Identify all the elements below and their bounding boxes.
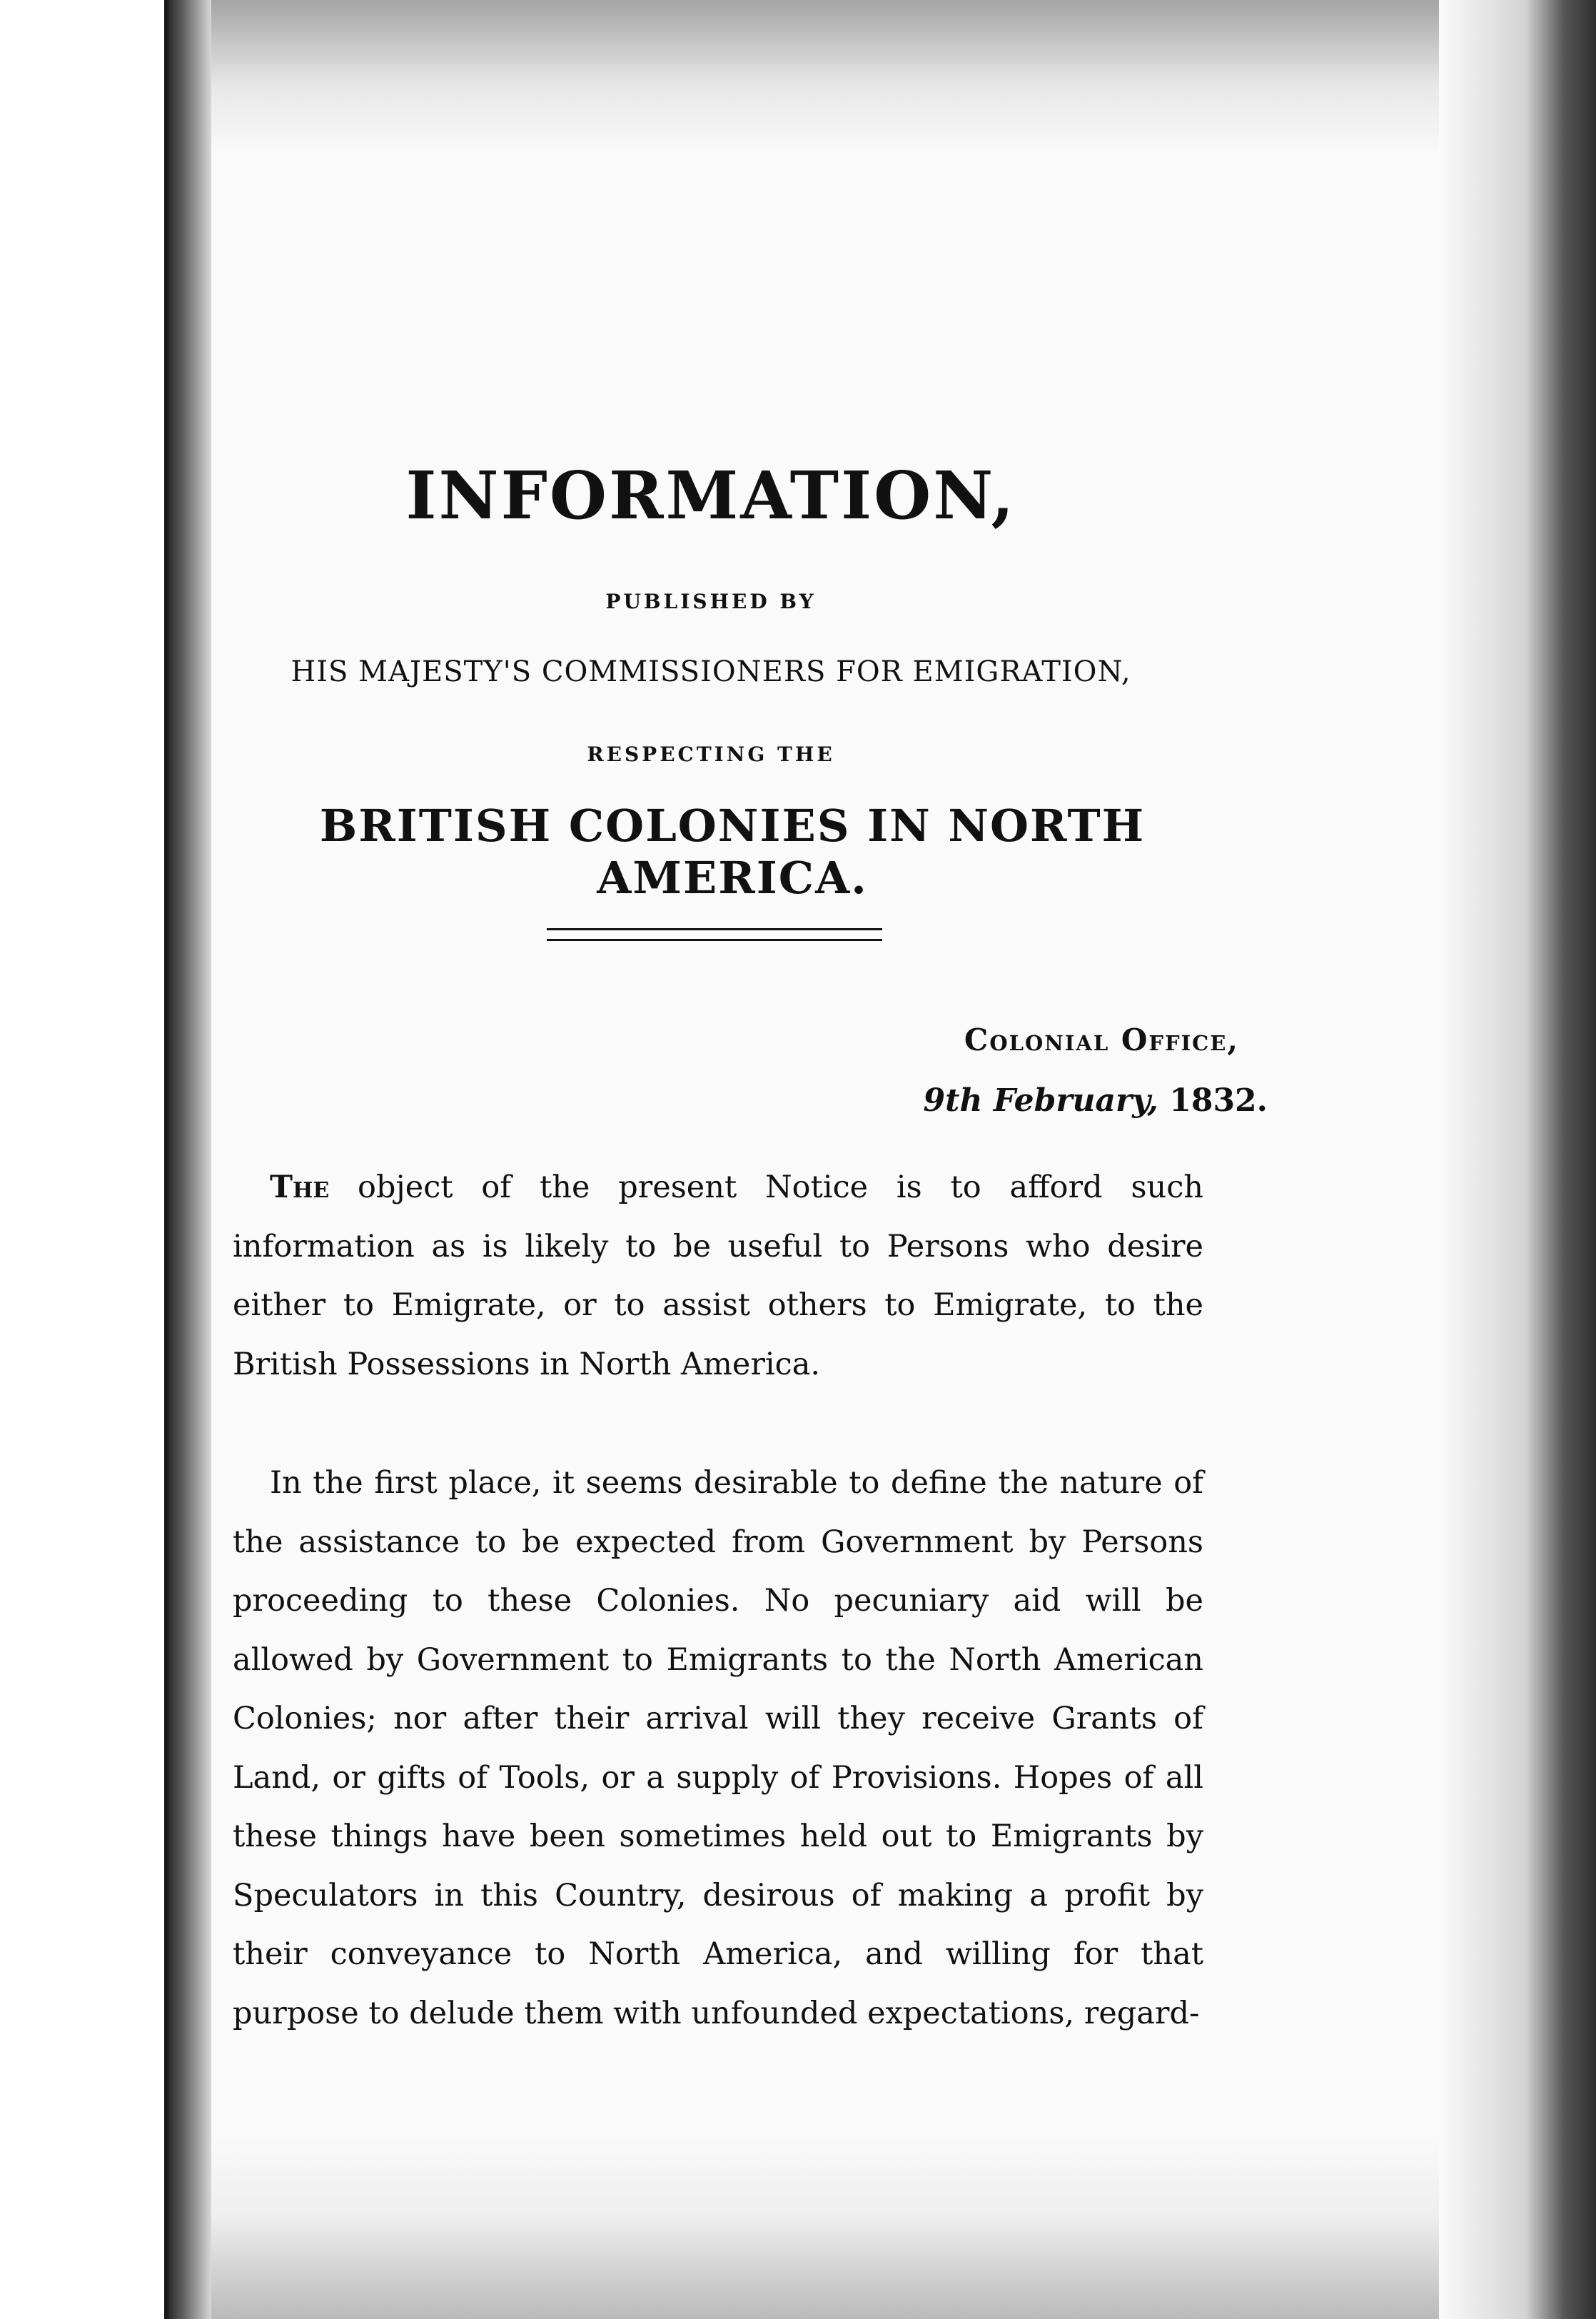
adjacent-page-edge — [0, 0, 168, 2319]
document-title: INFORMATION, — [405, 457, 1016, 534]
published-by-line: PUBLISHED BY — [605, 590, 817, 613]
paragraph-1 — [233, 1158, 1203, 1394]
page-content — [211, 0, 1439, 2319]
book-gutter — [168, 0, 211, 2319]
colonies-heading: BRITISH COLONIES IN NORTH AMERICA. — [319, 800, 1146, 904]
date-line — [797, 1082, 1268, 1119]
date-day-month: 9th February, — [923, 1082, 1158, 1119]
double-rule-divider — [547, 928, 882, 941]
paragraph-1-text: object of the present Notice is to afford such information as is likely to be useful to Persons who desire either to Emigrate, or to assist others to Emigrate, to the British Possessions in North America. — [233, 1169, 1203, 1382]
date-year: 1832. — [1158, 1082, 1268, 1119]
right-page-edge — [1439, 0, 1596, 2319]
paragraph-1-lead: The — [270, 1169, 330, 1205]
paragraph-2: In the first place, it seems desirable to define the nature of the assistance to be expected from Government by Persons proceeding to these Colonies. No pecuniary aid will be allowed by Government to Emigrants to the North American Colonies; nor after their arrival will they receive Grants of Land, or gifts of Tools, or a supply of Provisions. Hopes of all these things have been sometimes held out to Emigrants by Speculators in this Country, desirous of making a profit by their conveyance to North America, and willing for that purpose to delude them with unfounded expectations, regard- — [233, 1465, 1203, 2031]
commissioners-line: HIS MAJESTY'S COMMISSIONERS FOR EMIGRATION, — [291, 655, 1131, 688]
colonial-office-line: Colonial Office, — [964, 1022, 1239, 1057]
respecting-line: RESPECTING THE — [587, 743, 835, 766]
